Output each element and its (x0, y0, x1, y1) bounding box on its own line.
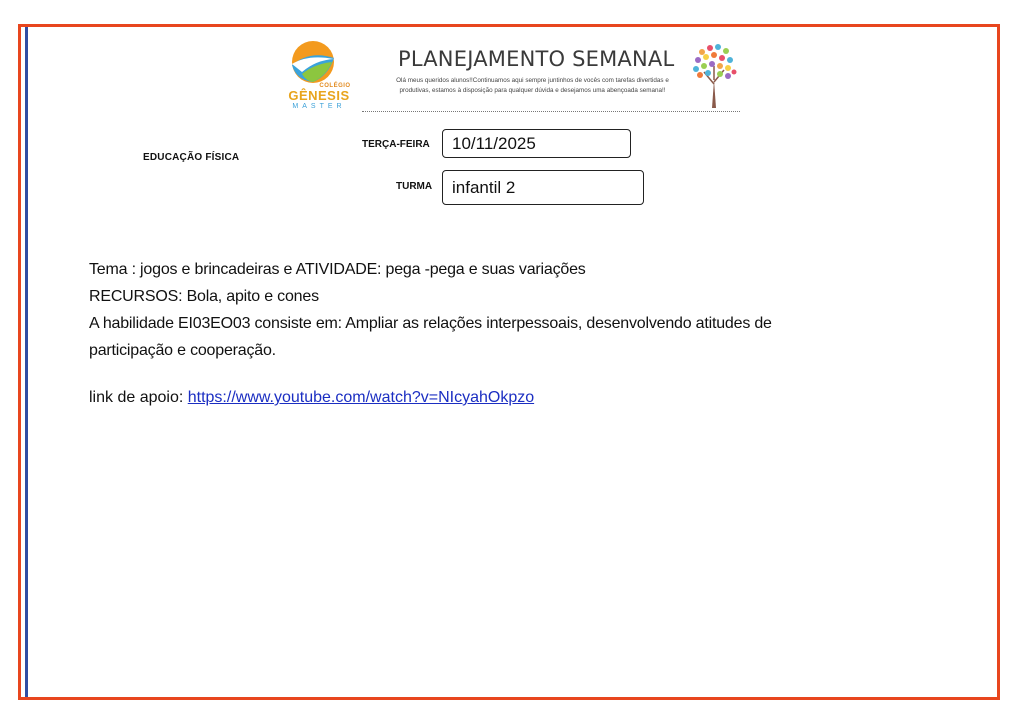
header-banner (362, 40, 740, 112)
class-label: TURMA (396, 181, 433, 192)
support-link[interactable]: https://www.youtube.com/watch?v=NIcyahOkpzo (187, 389, 535, 406)
tree-icon (690, 42, 738, 110)
support-link-label: link de apoio: (89, 389, 188, 406)
header-message: Olá meus queridos alunos!!Continuamos aqui sempre juntinhos de vocês com tarefas divertidas e produtivas, estamos à disposição para qualquer dúvida e desejamos uma abençoada semana!! (396, 77, 669, 94)
resources-line: RECURSOS: Bola, apito e cones (89, 288, 319, 305)
logo-emblem-icon (280, 40, 358, 84)
subject-label: EDUCAÇÃO FÍSICA (143, 152, 240, 163)
page-title: PLANEJAMENTO SEMANAL (398, 47, 675, 71)
skill-line: A habilidade EI03EO03 consiste em: Ampliar as relações interpessoais, desenvolvendo atitudes de (89, 315, 772, 332)
school-logo (280, 40, 358, 112)
logo-prefix: COLÉGIO (319, 83, 351, 89)
day-label: TERÇA-FEIRA (362, 139, 430, 150)
logo-suffix: MASTER (292, 103, 346, 110)
page-border-accent (25, 27, 28, 697)
date-field[interactable]: 10/11/2025 (442, 129, 631, 158)
lesson-content (89, 256, 869, 364)
support-link-line (89, 389, 534, 407)
skill-line-continued: participação e cooperação. (89, 342, 276, 359)
logo-name: GÊNESIS (288, 88, 350, 103)
theme-line: Tema : jogos e brincadeiras e ATIVIDADE: pega -pega e suas variações (89, 261, 586, 278)
class-field[interactable]: infantil 2 (442, 170, 644, 205)
